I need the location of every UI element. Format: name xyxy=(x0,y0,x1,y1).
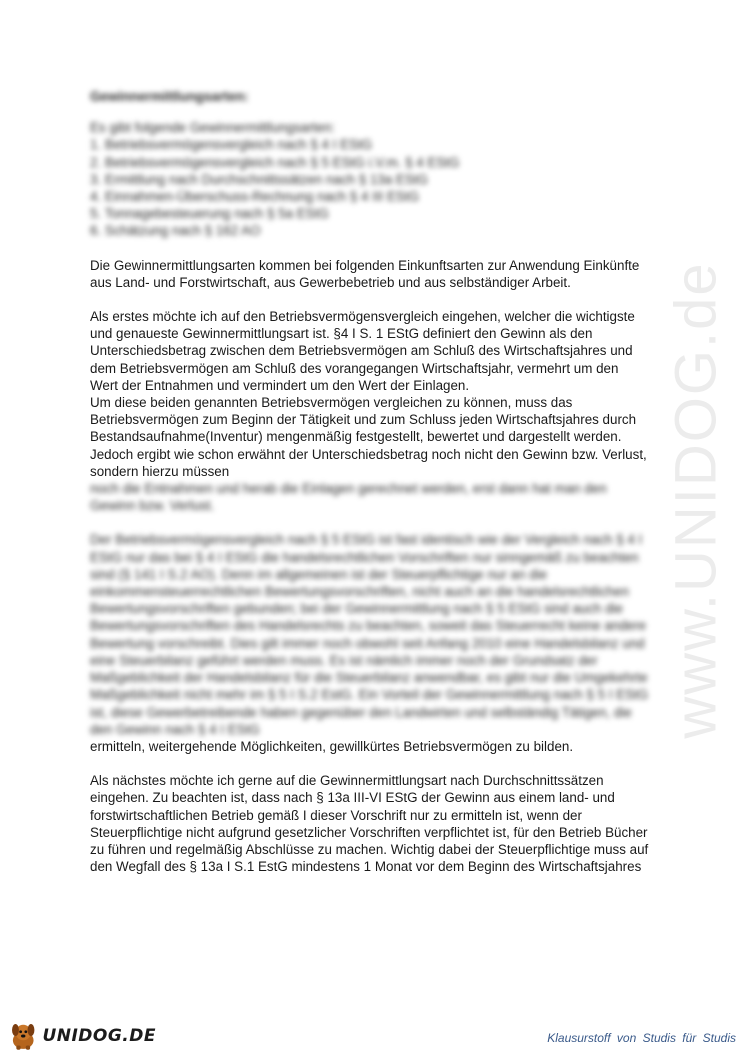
paragraph-section5-end: ermitteln, weitergehende Möglichkeiten, gewillkürtes Betriebsvermögen zu bilden. xyxy=(90,738,574,754)
list-item: 5. Tonnagebesteuerung nach § 5a EStG xyxy=(90,206,329,222)
paragraph-inventory: Um diese beiden genannten Betriebsvermögen vergleichen zu können, muss das Betriebsvermögen zum Beginn der Tätigkeit und zum Schluss jeden Wirtschaftsjahres durch Bestandsaufnahme(Inventur) mengenmäßig festgestellt, bewertet und dargestellt werden. Jedoch ergibt wie schon erwähnt der Unterschiedsbetrag noch nicht den Gewinn bzw. Verlust, sondern hierzu müssen xyxy=(90,395,647,479)
blurred-header-section xyxy=(90,88,650,240)
list-item: 6. Schätzung nach § 162 AO xyxy=(90,223,261,239)
document-body xyxy=(90,88,650,875)
paragraph-inventory-blurred: noch die Entnahmen und herab die Einlagen gerechnet werden, erst dann hat man den Gewinn bzw. Verlust. xyxy=(90,481,607,514)
paragraph-average-rates: Als nächstes möchte ich gerne auf die Gewinnermittlungsart nach Durchschnittssätzen eingehen. Zu beachten ist, dass nach § 13a III-VI EStG der Gewinn aus einem land- und forstwirtschaftlichen Betrieb gemäß I dieser Vorschrift nur zu ermitteln ist, wenn der Steuerpflichtige nicht aufgrund gesetzlicher Vorschriften verpflichtet ist, für den Betrieb Bücher zu führen und regelmäßig Abschlüsse zu machen. Wichtig dabei der Steuerpflichtige muss auf den Wegfall des § 13a I S.1 EstG mindestens 1 Monat vor dem Beginn des Wirtschaftsjahres xyxy=(90,773,649,875)
list-item: 3. Ermittlung nach Durchschnittssätzen nach § 13a EStG xyxy=(90,171,428,187)
paragraph-income-types: Die Gewinnermittlungsarten kommen bei folgenden Einkunftsarten zur Anwendung Einkünfte aus Land- und Forstwirtschaft, aus Gewerbebetrieb und aus selbständiger Arbeit. xyxy=(90,257,640,290)
list-intro: Es gibt folgende Gewinnermittlungsarten: xyxy=(90,120,335,136)
unidog-logo xyxy=(6,1018,156,1054)
paragraph-section5-blurred: Der Betriebsvermögensvergleich nach § 5 EStG ist fast identisch wie der Vergleich nach § 4 I EStG nur das bei § 4 I EStG die handelsrechtlichen Vorschriften nur sinngemäß zu beachten sind (§ 141 I S.2 AO). Denn im allgemeinen ist der Steuerpflichtige nur an die einkommensteuerrechtlichen Bewertungsvorschriften, nicht auch an die handelsrechtlichen Bewertungsvorschriften gebunden; bei der Gewinnermittlung nach § 5 EStG sind auch die Bewertungsvorschriften des Handelsrechts zu beachten, soweit das Steuerrecht keine andere Bewertung vorschreibt. Dies gilt immer noch obwohl seit Anfang 2010 eine Handelsbilanz und eine Steuerbilanz geführt werden muss. Es ist nämlich immer noch der Grundsatz der Maßgeblichkeit der Handelsbilanz für die Steuerbilanz anwendbar, es gibt nur die Umgekehrte Maßgeblichkeit nicht mehr im § 5 I S.2 EstG. Ein Vorteil der Gewinnermittlung nach § 5 I EStG ist, diese Gewerbetreibende haben gegenüber den Landwirten und selbständig Tätigen, die den Gewinn nach § 4 I EStG xyxy=(90,532,649,737)
paragraph-asset-comparison: Als erstes möchte ich auf den Betriebsvermögensvergleich eingehen, welcher die wichtigste und genaueste Gewinnermittlungsart ist. §4 I S. 1 EStG definiert den Gewinn als den Unterschiedsbetrag zwischen dem Betriebsvermögen am Schluß des Wirtschaftsjahres und dem Betriebsvermögen am Schluß des vorangegangen Wirtschaftsjahr, vermehrt um den Wert der Entnahmen und vermindert um den Wert der Einlagen. xyxy=(90,309,635,393)
list-item: 2. Betriebsvermögensvergleich nach § 5 EStG i.V.m. § 4 EStG xyxy=(90,154,460,170)
dog-mascot-icon xyxy=(6,1019,40,1053)
list-item: 4. Einnahmen-Überschuss-Rechnung nach § 4 III EStG xyxy=(90,189,419,205)
method-list xyxy=(90,136,650,239)
footer-tagline: Klausurstoff von Studis für Studis xyxy=(547,1031,736,1045)
watermark-text: www.UNIDOG.de xyxy=(663,261,729,739)
section-heading: Gewinnermittlungsarten: xyxy=(90,89,249,104)
list-item: 1. Betriebsvermögensvergleich nach § 4 I EStG xyxy=(90,137,373,153)
logo-text: UNIDOG.DE xyxy=(42,1026,156,1046)
watermark xyxy=(656,240,736,760)
